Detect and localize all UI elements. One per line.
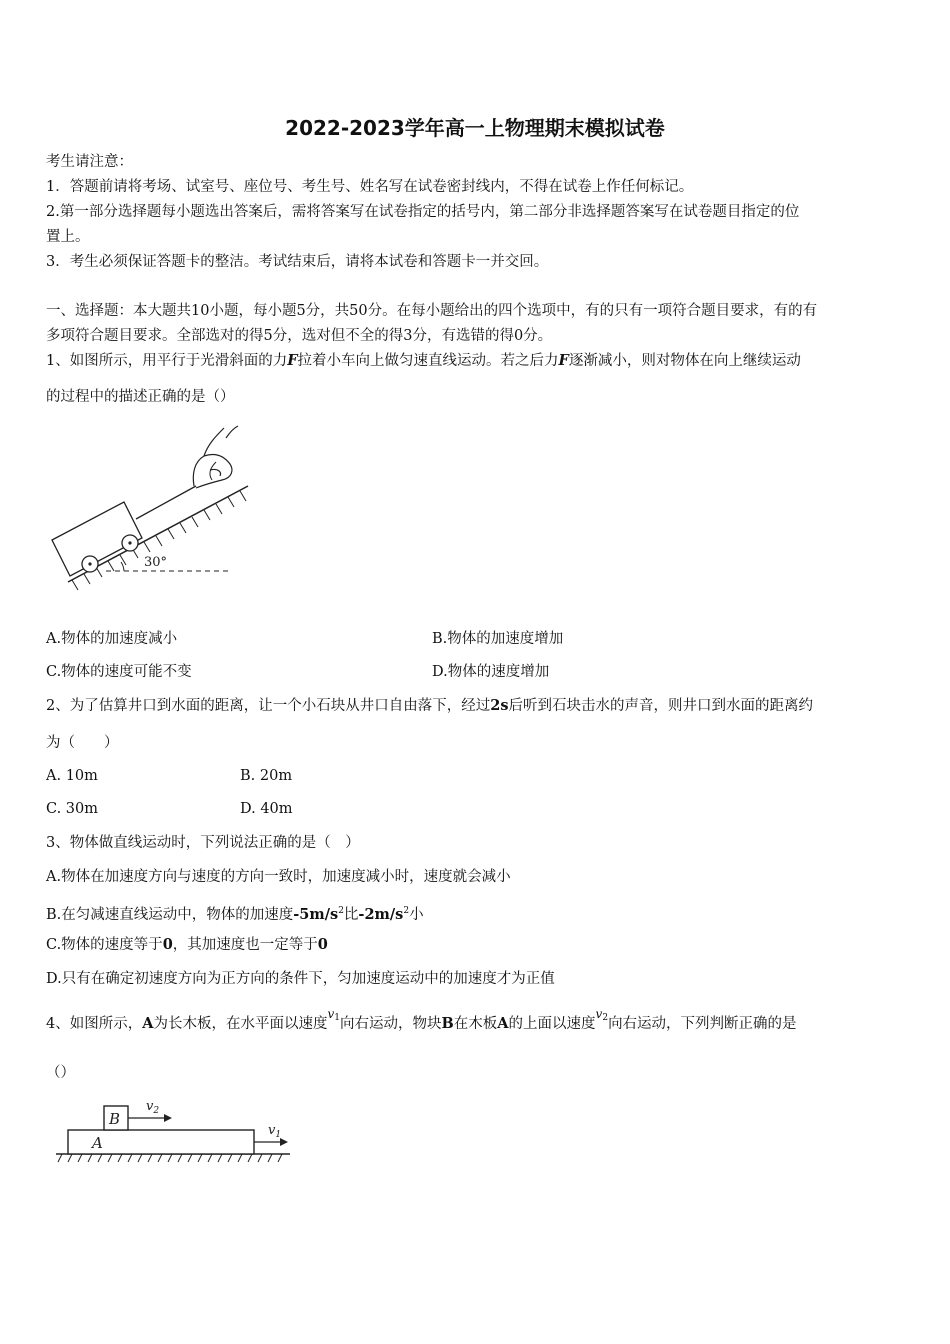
board-a-label: A [92,1134,103,1152]
page-title: 2022-2023学年高一上物理期末模拟试卷 [285,116,665,140]
v2-label: $v_2$ [146,1099,160,1116]
q1-option-c[interactable]: C.物体的速度可能不变 [46,664,192,680]
q4-stem-cont: （） [46,1065,75,1081]
section-instruction-2: 多项符合题目要求。全部选对的得5分，选对但不全的得3分，有选错的得0分。 [46,328,553,344]
q2-option-a[interactable]: A. 10m [46,768,98,784]
q2-stem-cont: 为（ ） [46,735,119,751]
q4-stem: 4、如图所示，A为长木板，在水平面以速度$^v_1$向右运动，物块B在木板A的上面以速度$^v_2$向右运动，下列判断正确的是 [46,1007,797,1032]
notice-heading: 考生请注意： [46,154,133,170]
notice-item-2: 2.第一部分选择题每小题选出答案后，需将答案写在试卷指定的括号内，第二部分非选择题答案写在试卷题目指定的位 [46,204,800,220]
ground-hatching [58,1154,282,1162]
q3-option-a[interactable]: A.物体在加速度方向与速度的方向一致时，加速度减小时，速度就会减小 [46,869,511,885]
q1-stem: 1、如图所示，用平行于光滑斜面的力F拉着小车向上做匀速直线运动。若之后力F逐渐减小，则对物体在向上继续运动 [46,352,801,369]
q1-option-d[interactable]: D.物体的速度增加 [432,664,550,680]
pull-rope [136,486,196,519]
v1-label: $v_1$ [268,1123,282,1140]
q1-option-b[interactable]: B.物体的加速度增加 [432,631,564,647]
notice-item-3: 3．考生必须保证答题卡的整洁。考试结束后，请将本试卷和答题卡一并交回。 [46,254,549,270]
q2-option-b[interactable]: B. 20m [240,768,293,784]
notice-item-2-cont: 置上。 [46,229,90,245]
q3-stem: 3、物体做直线运动时，下列说法正确的是（ ） [46,835,360,851]
incline-cart-figure [46,422,256,597]
q3-option-b[interactable]: B.在匀减速直线运动中，物体的加速度$-5m/s^2$比$-2m/s^2$小 [46,905,424,923]
q2-option-d[interactable]: D. 40m [240,801,293,817]
q3-option-c[interactable]: C.物体的速度等于0，其加速度也一定等于0 [46,936,328,953]
q3-option-d[interactable]: D.只有在确定初速度方向为正方向的条件下，匀加速度运动中的加速度才为正值 [46,971,555,987]
angle-arc [121,562,124,571]
q2-option-c[interactable]: C. 30m [46,801,98,817]
q1-option-a[interactable]: A.物体的加速度减小 [46,631,178,647]
notice-item-1: 1．答题前请将考场、试室号、座位号、考生号、姓名写在试卷密封线内，不得在试卷上作任何标记。 [46,179,694,195]
q1-stem-cont: 的过程中的描述正确的是（） [46,389,235,405]
block-b-label: B [109,1110,121,1128]
q2-stem: 2、为了估算井口到水面的距离，让一个小石块从井口自由落下，经过2s后听到石块击水的声音，则井口到水面的距离约 [46,697,813,714]
section-instruction-1: 一、选择题：本大题共10小题，每小题5分，共50分。在每小题给出的四个选项中，有的只有一项符合题目要求，有的有 [46,303,818,319]
hand-icon [193,426,238,488]
angle-label: 30° [144,555,168,570]
board-block-figure [54,1096,294,1168]
